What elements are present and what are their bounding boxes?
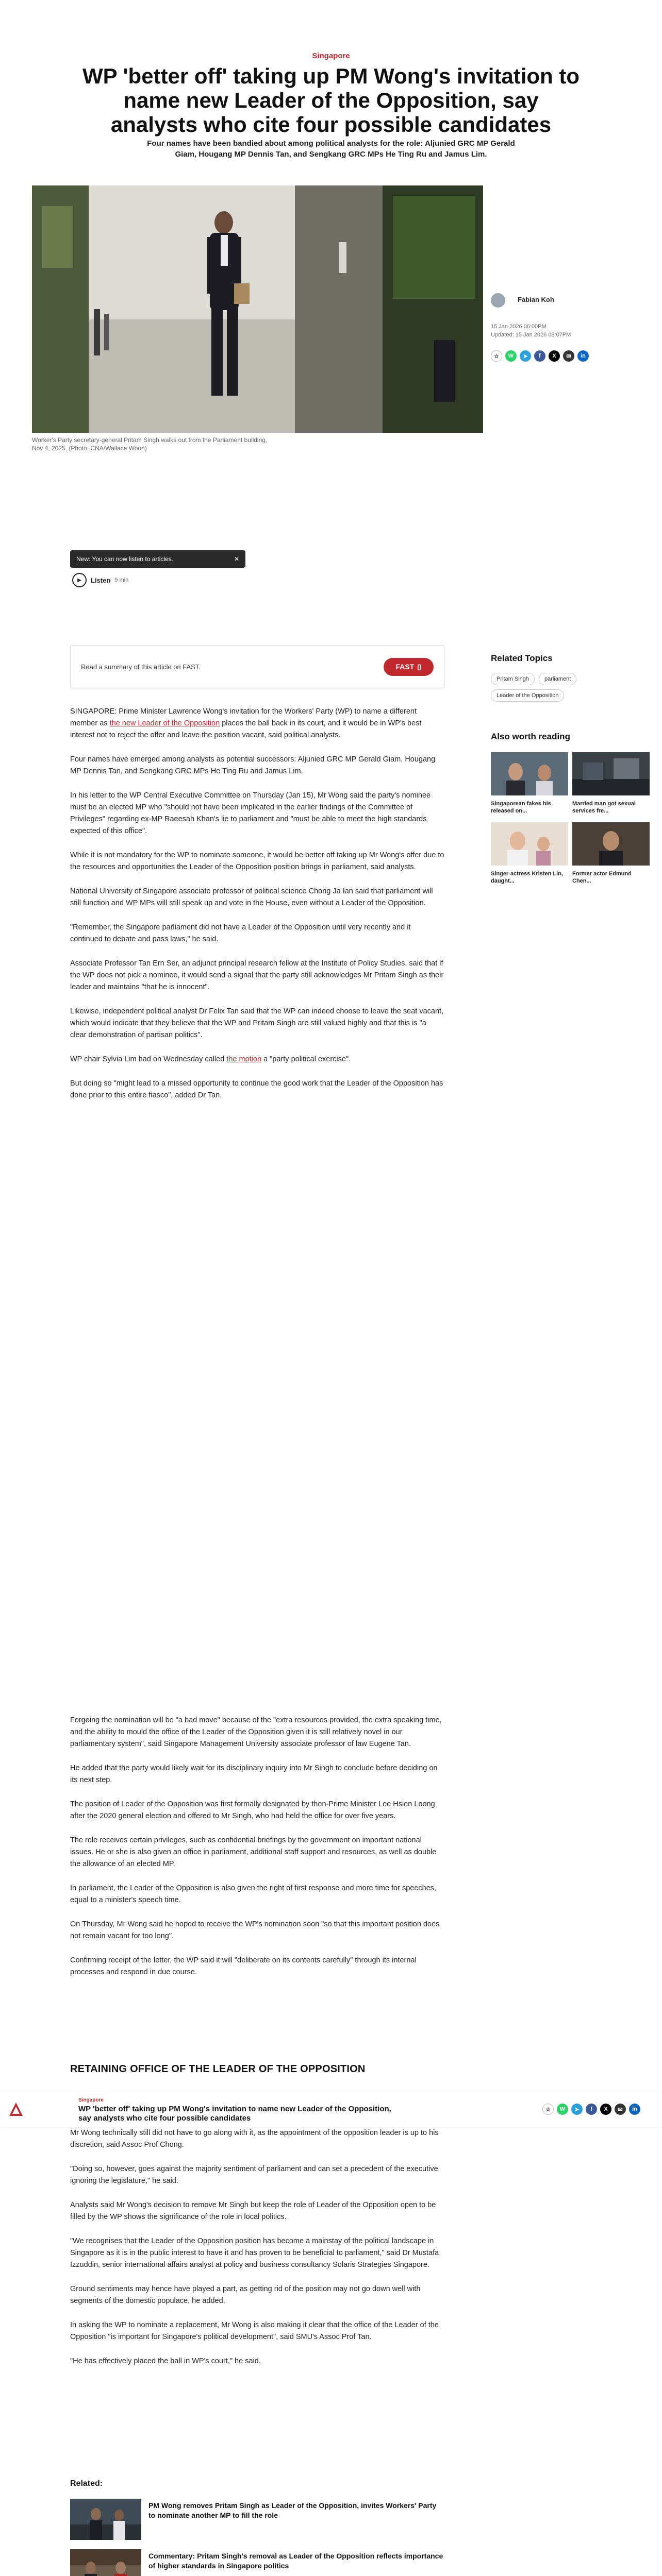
body-paragraph: Mr Wong technically still did not have to go along with it, as the appointment of the opposition leader is up to his discretion, said Assoc Prof Chong. bbox=[70, 2129, 439, 2149]
article-headline: WP 'better off' taking up PM Wong's invitation to name new Leader of the Opposition, say analysts who cite four possible candidates bbox=[82, 64, 580, 137]
related-article-title: Commentary: Pritam Singh's removal as Leader of the Opposition reflects importance of higher standards in Singapore politics bbox=[148, 2552, 443, 2570]
article-body-part-1 bbox=[70, 706, 444, 1114]
photo-caption: Worker's Party secretary-general Pritam Singh walks out from the Parliament building, Nov 4, 2025. (Photo: CNA/Wallace Woon) bbox=[32, 436, 268, 452]
whatsapp-icon[interactable]: W bbox=[557, 2104, 568, 2115]
listen-button[interactable] bbox=[72, 573, 128, 587]
body-paragraph: Confirming receipt of the letter, the WP said it will "deliberate on its contents carefully" through its internal processes and respond in due course. bbox=[70, 1956, 417, 1976]
inline-link[interactable]: the motion bbox=[226, 1055, 262, 1063]
body-paragraph: Ground sentiments may hence have played a part, as getting rid of the position may not go down well with segments of the domestic populace, he added. bbox=[70, 2285, 421, 2305]
email-icon[interactable]: ✉ bbox=[563, 350, 574, 362]
body-paragraph: In parliament, the Leader of the Opposition is also given the right of first response and more time for speeches, equal to a minister's speech time. bbox=[70, 1884, 437, 1904]
related-thumbnail bbox=[70, 2499, 141, 2540]
body-paragraph: He added that the party would likely wait for its disciplinary inquiry into Mr Singh to conclude before deciding on its next step. bbox=[70, 1764, 438, 1784]
paragraph-text: SINGAPORE: Prime Minister Lawrence Wong's invitation for the Workers' Party (WP) to name a different member as bbox=[70, 707, 417, 727]
toast-text: New: You can now listen to articles. bbox=[76, 555, 174, 563]
also-worth-reading-item[interactable] bbox=[491, 752, 568, 815]
body-paragraph: Likewise, independent political analyst Dr Felix Tan said that the WP can indeed choose to leave the seat vacant, which would indicate that they believe that the WP and Pritam Singh are still valued highly and that this is "a clear demonstration of partisan politics". bbox=[70, 1007, 444, 1039]
listen-toast bbox=[70, 550, 245, 568]
body-paragraph: "Doing so, however, goes against the majority sentiment of parliament and can set a precedent of the executive ignoring the legislature," he said. bbox=[70, 2165, 438, 2185]
body-paragraph: Four names have emerged among analysts as potential successors: Aljunied GRC MP Gerald Giam, Hougang MP Dennis Tan, and Sengkang GRC MPs He Ting Ru and Jamus Lim. bbox=[70, 755, 436, 775]
phone-icon: ▯ bbox=[417, 662, 421, 671]
author-name[interactable]: Fabian Koh bbox=[518, 296, 554, 303]
article-standfirst: Four names have been bandied about among political analysts for the role: Aljunied GRC MP Gerald Giam, Hougang MP Dennis Tan, and Sengkang GRC MPs He Ting Ru and Jamus Lim. bbox=[147, 139, 515, 159]
bookmark-icon[interactable]: ☆ bbox=[542, 2104, 554, 2115]
body-paragraph: "Remember, the Singapore parliament did not have a Leader of the Opposition until very recently and it continued to debate and pass laws," he said. bbox=[70, 923, 411, 943]
listen-label: Listen bbox=[91, 576, 111, 584]
body-paragraph: "We recognises that the Leader of the Opposition position has become a mainstay of the political landscape in Singapore as it is in the public interest to have it and has proven to be beneficial to parliament," said Dr Mustafa Izzuddin, senior international affairs analyst at policy and business consultancy Solaris Strategies Singapore. bbox=[70, 2237, 439, 2269]
related-article[interactable] bbox=[70, 2499, 444, 2543]
email-icon[interactable]: ✉ bbox=[615, 2104, 626, 2115]
also-item-title: Married man got sexual services fre... bbox=[572, 801, 636, 814]
body-paragraph: Associate Professor Tan Ern Ser, an adjunct principal research fellow at the Institute of Policy Studies, said that if the WP does not pick a nominee, it would send a signal that the party still acknowledges Mr Pritam Singh as their leader and maintains "that he is innocent". bbox=[70, 959, 444, 991]
publish-date: 15 Jan 2026 06:00PM bbox=[491, 324, 547, 330]
related-article[interactable] bbox=[70, 2549, 444, 2576]
also-item-title: Singer-actress Kristen Lin, daught... bbox=[491, 871, 563, 884]
topic-chip[interactable]: parliament bbox=[539, 673, 576, 685]
sticky-title: WP 'better off' taking up PM Wong's invitation to name new Leader of the Opposition, say analysts who cite four possible candidates bbox=[78, 2105, 391, 2123]
body-paragraph: While it is not mandatory for the WP to nominate someone, it would be better off taking up Mr Wong's offer due to the resources and opportunities the Leader of the Opposition position brings in parliament, said analysts. bbox=[70, 851, 444, 871]
listen-duration: 9 min bbox=[114, 577, 129, 583]
topic-chip[interactable]: Leader of the Opposition bbox=[491, 689, 564, 702]
also-worth-reading-item[interactable] bbox=[572, 822, 650, 885]
sticky-share-toolbar bbox=[542, 2104, 640, 2115]
related-thumbnail bbox=[70, 2549, 141, 2576]
body-paragraph bbox=[70, 1054, 444, 1065]
hero-photo bbox=[32, 185, 483, 433]
fast-summary-prompt: Read a summary of this article on FAST. bbox=[81, 663, 201, 671]
also-worth-reading-item[interactable] bbox=[491, 822, 568, 885]
also-worth-reading-title: Also worth reading bbox=[491, 732, 570, 741]
body-paragraph: Analysts said Mr Wong's decision to remove Mr Singh but keep the role of Leader of the Opposition open to be filled by the WP shows the significance of the role in local politics. bbox=[70, 2201, 436, 2221]
also-thumbnail bbox=[572, 822, 650, 866]
body-paragraph bbox=[70, 706, 444, 741]
x-icon[interactable]: X bbox=[549, 350, 560, 362]
section-kicker[interactable]: Singapore bbox=[312, 52, 350, 60]
sticky-kicker[interactable]: Singapore bbox=[78, 2097, 104, 2103]
body-paragraph: The role receives certain privileges, such as confidential briefings by the government on important national issues. He or she is also given an office in parliament, additional staff support and resources, as well as double the allowance of an elected MP. bbox=[70, 1836, 437, 1868]
whatsapp-icon[interactable]: W bbox=[505, 350, 517, 362]
close-icon[interactable]: ✕ bbox=[234, 555, 239, 563]
play-icon: ▶ bbox=[72, 573, 87, 587]
fast-summary-box bbox=[70, 645, 444, 688]
telegram-icon[interactable]: ➤ bbox=[520, 350, 531, 362]
body-paragraph: The position of Leader of the Opposition was first formally designated by then-Prime Minister Lee Hsien Loong after the 2020 general election and offered to Mr Singh, who had held the office for over five years. bbox=[70, 1800, 435, 1820]
also-item-title: Singaporean fakes his released on... bbox=[491, 801, 551, 814]
body-paragraph: In asking the WP to nominate a replacement, Mr Wong is also making it clear that the office of the Leader of the Opposition "is important for Singapore's political development", said SMU's Assoc Prof Tan. bbox=[70, 2321, 439, 2341]
paragraph-text: a "party political exercise". bbox=[261, 1055, 351, 1063]
also-worth-reading-item[interactable] bbox=[572, 752, 650, 815]
inline-link[interactable]: the new Leader of the Opposition bbox=[109, 719, 220, 727]
body-paragraph: But doing so "might lead to a missed opportunity to continue the good work that the Leader of the Opposition has done prior to this entire fiasco", added Dr Tan. bbox=[70, 1079, 443, 1099]
article-body-part-3 bbox=[70, 2127, 444, 2380]
also-thumbnail bbox=[491, 822, 568, 866]
body-paragraph: On Thursday, Mr Wong said he hoped to receive the WP's nomination soon "so that this important position does not remain vacant for too long". bbox=[70, 1920, 440, 1940]
paragraph-text: places the ball back in its court, and it would be in WP's best interest not to reject the offer and leave the position vacant, said political analysts. bbox=[70, 719, 422, 739]
bookmark-icon[interactable]: ☆ bbox=[491, 350, 502, 362]
related-topics-list bbox=[491, 673, 646, 702]
linkedin-icon[interactable]: in bbox=[629, 2104, 640, 2115]
telegram-icon[interactable]: ➤ bbox=[571, 2104, 583, 2115]
section-heading-retaining: RETAINING OFFICE OF THE LEADER OF THE OPPOSITION bbox=[70, 2063, 366, 2075]
body-paragraph: National University of Singapore associate professor of political science Chong Ja Ian said that parliament will still function and WP MPs will still speak up and vote in the House, even without a Leader of the Opposition. bbox=[70, 887, 433, 907]
topic-chip[interactable]: Pritam Singh bbox=[491, 673, 535, 685]
author-avatar bbox=[491, 293, 505, 308]
also-item-title: Former actor Edmund Chen... bbox=[572, 871, 632, 884]
paragraph-text: WP chair Sylvia Lim had on Wednesday called bbox=[70, 1055, 227, 1063]
related-topics-title: Related Topics bbox=[491, 653, 553, 663]
update-date: Updated: 15 Jan 2026 08:07PM bbox=[491, 332, 571, 338]
sticky-article-header bbox=[0, 2092, 662, 2127]
cna-logo-icon[interactable] bbox=[8, 2102, 24, 2117]
facebook-icon[interactable]: f bbox=[534, 350, 545, 362]
linkedin-icon[interactable]: in bbox=[577, 350, 589, 362]
fast-button-label: FAST bbox=[395, 663, 415, 671]
body-paragraph: Forgoing the nomination will be "a bad move" because of the "extra resources provided, the extra speaking time, and the ability to mould the office of the Leader of the Opposition given it is still relatively novel in our parliamentary system", said Singapore Management University associate professor of law Eugene Tan. bbox=[70, 1716, 442, 1748]
facebook-icon[interactable]: f bbox=[586, 2104, 597, 2115]
fast-button[interactable] bbox=[384, 658, 434, 676]
share-toolbar bbox=[491, 350, 589, 362]
also-thumbnail bbox=[572, 752, 650, 795]
x-icon[interactable]: X bbox=[600, 2104, 611, 2115]
related-label: Related: bbox=[70, 2479, 103, 2488]
body-paragraph: "He has effectively placed the ball in WP's court," he said. bbox=[70, 2357, 261, 2365]
article-body-part-2 bbox=[70, 1715, 444, 1991]
body-paragraph: In his letter to the WP Central Executive Committee on Thursday (Jan 15), Mr Wong said the party's nominee must be an elected MP who "should not have been implicated in the earlier findings of the Committee of Privileges" regarding ex-MP Raeesah Khan's lie to parliament and "must be able to meet the high standards expected of this office". bbox=[70, 791, 431, 835]
also-thumbnail bbox=[491, 752, 568, 795]
related-article-title: PM Wong removes Pritam Singh as Leader of the Opposition, invites Workers' Party to nominate another MP to fill the role bbox=[148, 2501, 437, 2519]
hero-photo-illustration bbox=[32, 185, 483, 433]
